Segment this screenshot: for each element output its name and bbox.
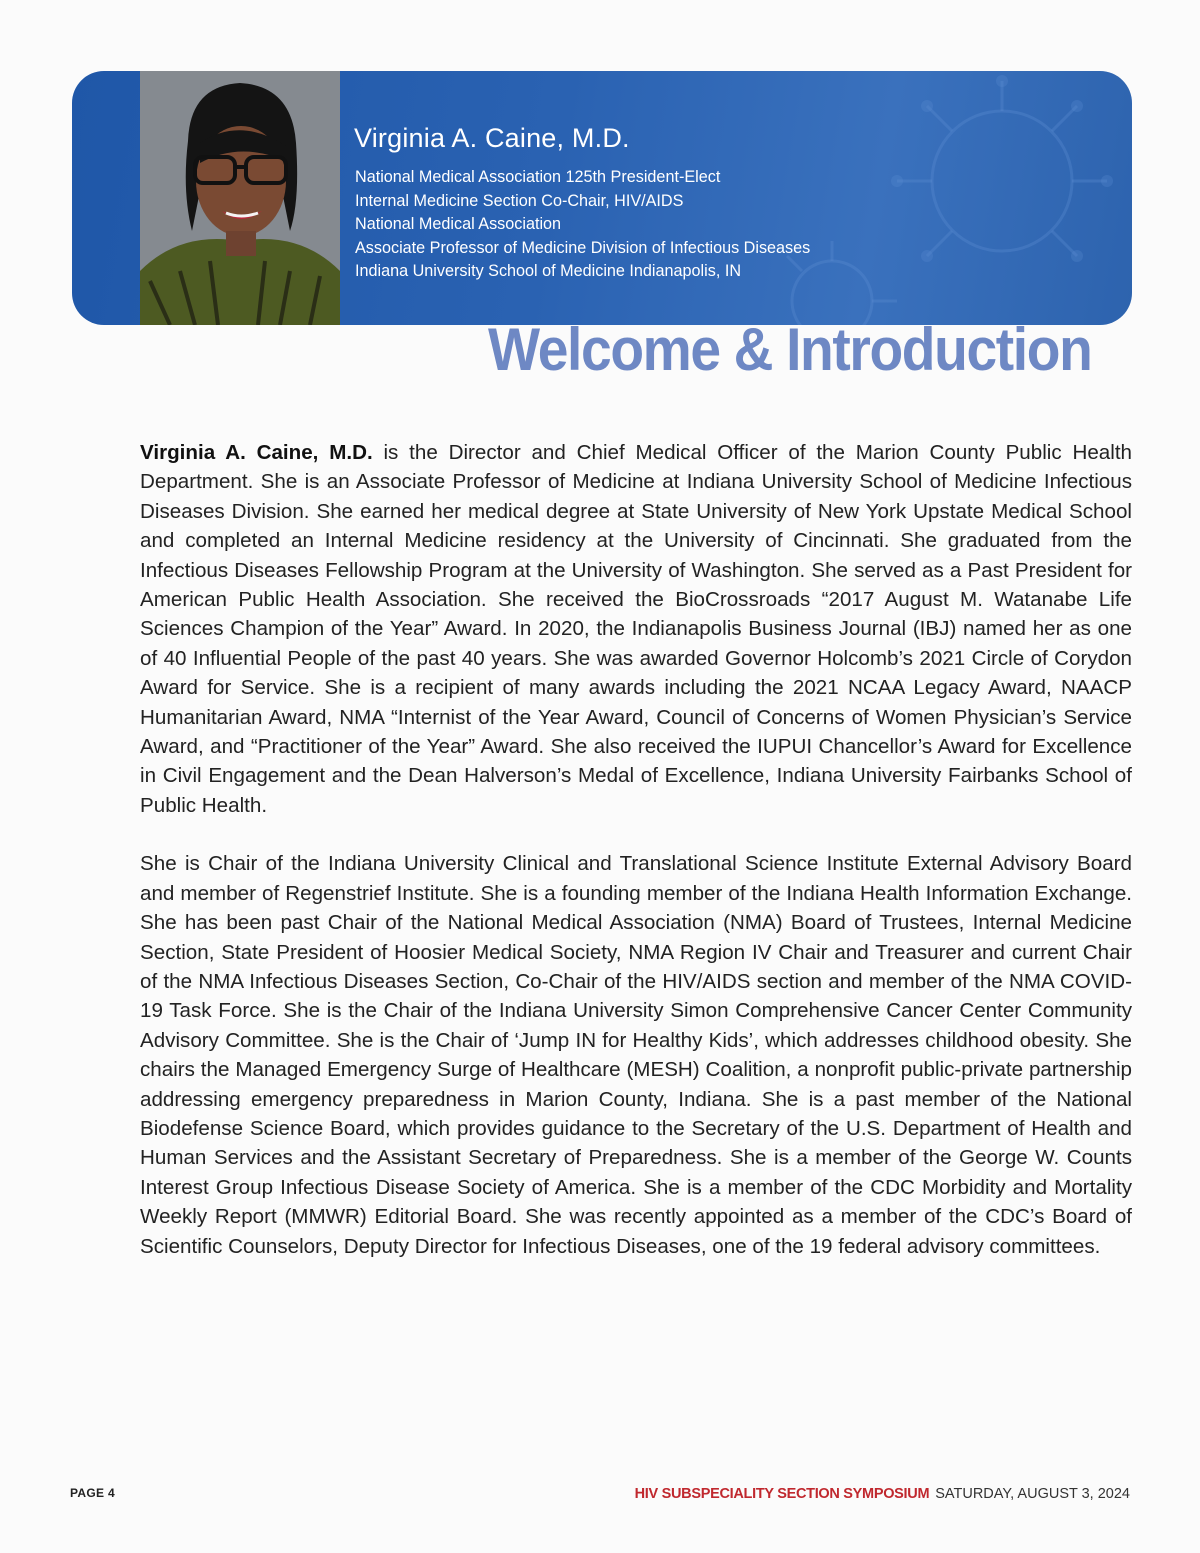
speaker-portrait bbox=[140, 71, 340, 325]
speaker-name: Virginia A. Caine, M.D. bbox=[354, 123, 630, 153]
speaker-title-line: Internal Medicine Section Co-Chair, HIV/AIDS bbox=[355, 191, 684, 210]
footer-event-name: HIV SUBSPECIALITY SECTION SYMPOSIUM bbox=[634, 1486, 930, 1502]
speaker-title-line: National Medical Association 125th President-Elect bbox=[355, 168, 721, 186]
biography bbox=[140, 438, 1132, 1290]
section-heading: Welcome & Introduction bbox=[488, 316, 1092, 383]
page-number: PAGE 4 bbox=[70, 1486, 115, 1500]
bio-paragraph bbox=[140, 438, 1132, 820]
footer-event-info bbox=[635, 1486, 1130, 1502]
speaker-title-line: Indiana University School of Medicine Indianapolis, IN bbox=[355, 262, 742, 281]
bio-paragraph: She is Chair of the Indiana University Clinical and Translational Science Institute External Advisory Board and member of Regenstrief Institute. She is a founding member of the Indiana Health Information Exchange. She has been past Chair of the National Medical Association (NMA) Board of Trustees, Internal Medicine Section, State President of Hoosier Medical Society, NMA Region IV Chair and Treasurer and current Chair of the NMA Infectious Diseases Section, Co-Chair of the HIV/AIDS section and member of the NMA COVID-19 Task Force. She is the Chair of the Indiana University Simon Comprehensive Cancer Center Community Advisory Committee. She is the Chair of ‘Jump IN for Healthy Kids’, which addresses childhood obesity. She chairs the Managed Emergency Surge of Healthcare (MESH) Coalition, a nonprofit public-private partnership addressing emergency preparedness in Marion County, Indiana. She is a past member of the National Biodefense Science Board, which provides guidance to the Secretary of the U.S. Department of Health and Human Services and the Assistant Secretary of Preparedness. She is a member of the George W. Counts Interest Group Infectious Disease Society of America. She is a member of the CDC Morbidity and Mortality Weekly Report (MMWR) Editorial Board. She was recently appointed as a member of the CDC’s Board of Scientific Counselors, Deputy Director for Infectious Diseases, one of the 19 federal advisory committees. bbox=[140, 852, 1132, 1258]
speaker-title-line: Associate Professor of Medicine Division of Infectious Diseases bbox=[355, 238, 811, 257]
footer-date: SATURDAY, AUGUST 3, 2024 bbox=[935, 1486, 1130, 1502]
header-banner bbox=[72, 71, 1132, 325]
bio-paragraph-text: is the Director and Chief Medical Officer of the Marion County Public Health Department. She is an Associate Professor of Medicine at Indiana University School of Medicine Infectious Diseases Division. She earned her medical degree at State University of New York Upstate Medical School and completed an Internal Medicine residency at the University of Cincinnati. She graduated from the Infectious Diseases Fellowship Program at the University of Washington. She served as a Past President for American Public Health Association. She received the BioCrossroads “2017 August M. Watanabe Life Sciences Champion of the Year” Award. In 2020, the Indianapolis Business Journal (IBJ) named her as one of 40 Influential People of the past 40 years. She was awarded Governor Holcomb’s 2021 Circle of Corydon Award for Service. She is a recipient of many awards including the 2021 NCAA Legacy Award, NAACP Humanitarian Award, NMA “Internist of the Year Award, Council of Concerns of Women Physician’s Service Award, and “Practitioner of the Year” Award. She also received the IUPUI Chancellor’s Award for Excellence in Civil Engagement and the Dean Halverson’s Medal of Excellence, Indiana University Fairbanks School of Public Health. bbox=[140, 441, 1132, 817]
speaker-title-line: National Medical Association bbox=[355, 215, 562, 234]
bio-lead-name: Virginia A. Caine, M.D. bbox=[140, 441, 373, 464]
speaker-titles bbox=[355, 166, 810, 284]
